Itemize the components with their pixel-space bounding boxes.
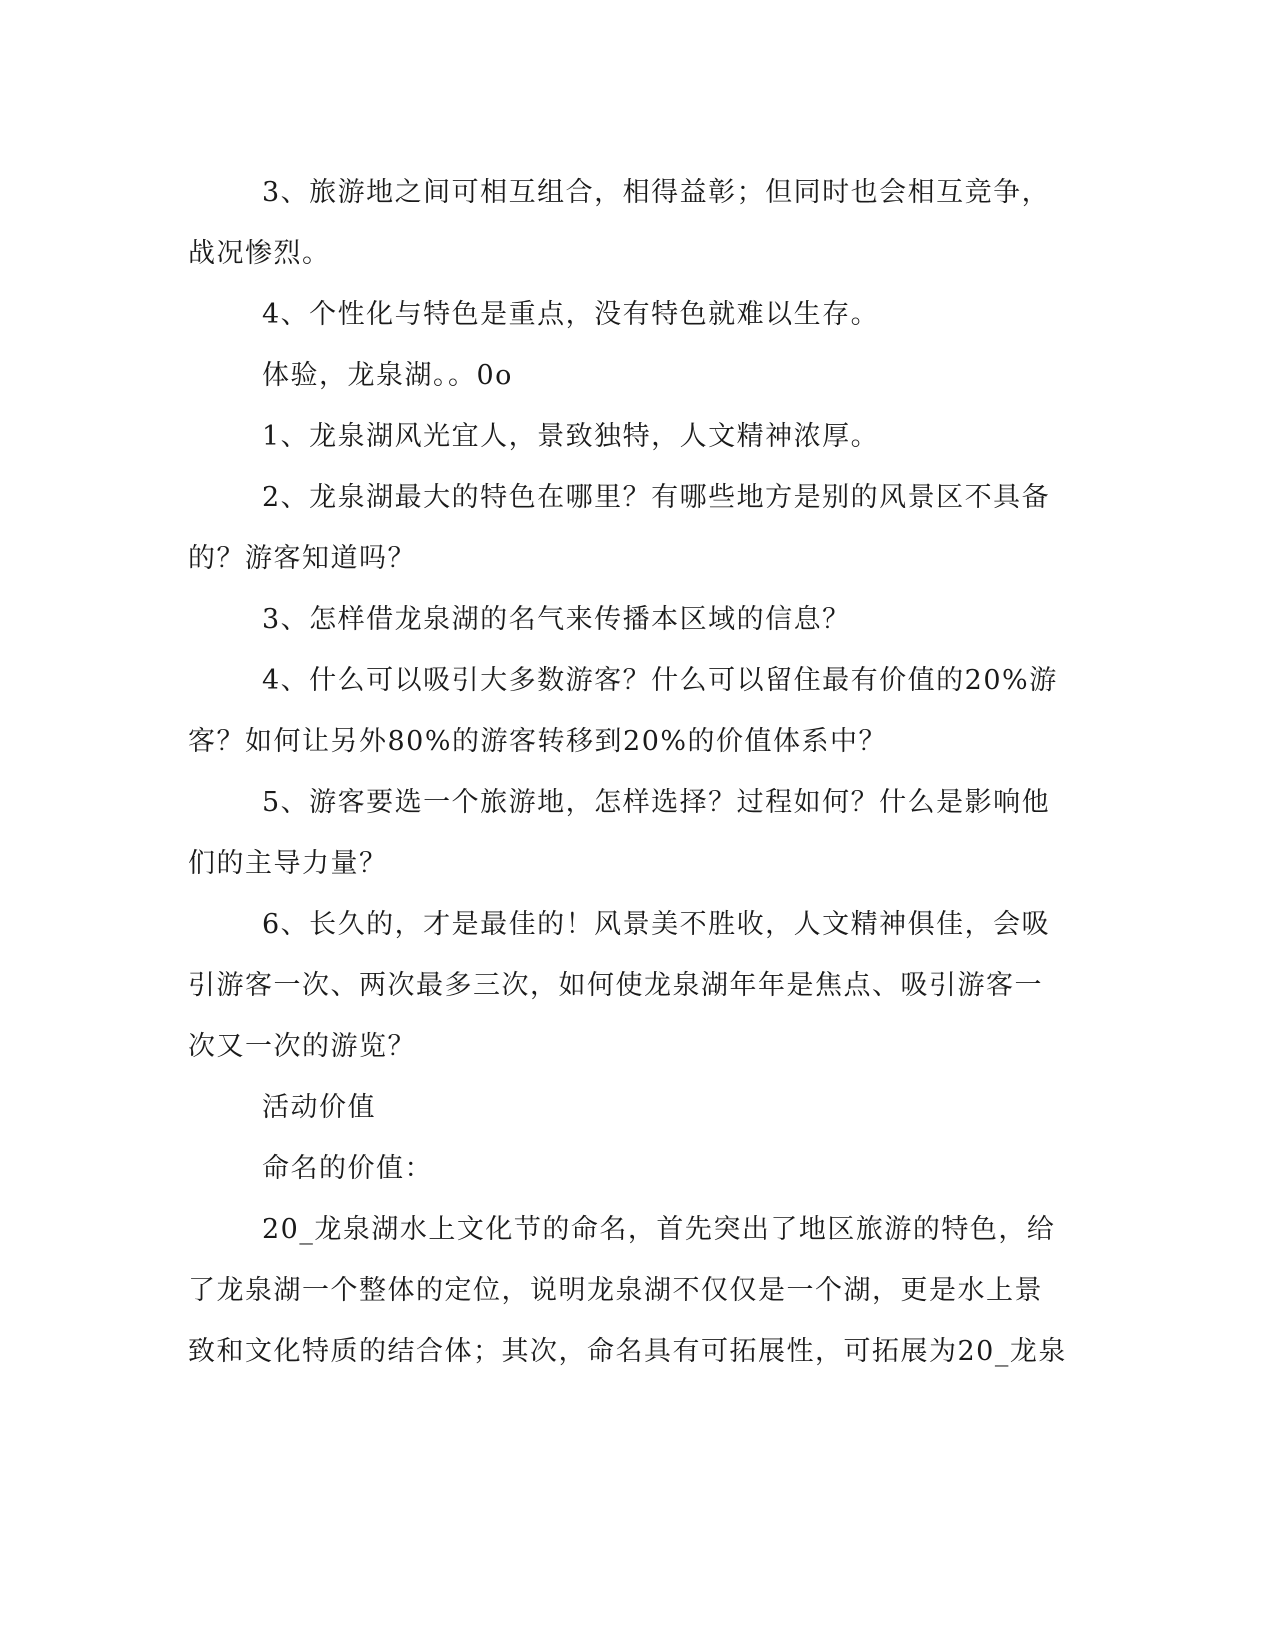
text-line: 体验，龙泉湖。。0o [262, 360, 513, 391]
text-line: 20_龙泉湖水上文化节的命名，首先突出了地区旅游的特色，给 [262, 1214, 1056, 1245]
paragraph [188, 467, 1088, 589]
text-line: 命名的价值： [262, 1153, 433, 1184]
text-line: 6、长久的，才是最佳的！风景美不胜收，人文精神俱佳，会吸 [262, 909, 1051, 940]
text-line: 4、什么可以吸引大多数游客？什么可以留住最有价值的20%游 [262, 665, 1058, 696]
text-line: 1、龙泉湖风光宜人，景致独特，人文精神浓厚。 [262, 421, 880, 452]
paragraph [188, 284, 1088, 345]
paragraph [188, 162, 1088, 284]
text-line: 3、旅游地之间可相互组合，相得益彰；但同时也会相互竞争， [262, 177, 1051, 208]
text-line: 了龙泉湖一个整体的定位，说明龙泉湖不仅仅是一个湖，更是水上景 [188, 1275, 1043, 1306]
document-body [188, 162, 1088, 1382]
text-line: 们的主导力量？ [188, 848, 388, 879]
paragraph [188, 650, 1088, 772]
text-line: 4、个性化与特色是重点，没有特色就难以生存。 [262, 299, 880, 330]
text-line: 的？游客知道吗？ [188, 543, 416, 574]
paragraph [188, 1199, 1088, 1382]
text-line: 5、游客要选一个旅游地，怎样选择？过程如何？什么是影响他 [262, 787, 1051, 818]
section-heading [188, 1077, 1088, 1138]
text-line: 致和文化特质的结合体；其次，命名具有可拓展性，可拓展为20_龙泉 [188, 1336, 1067, 1367]
text-line: 战况惨烈。 [188, 238, 331, 269]
text-line: 活动价值 [262, 1092, 376, 1123]
paragraph [188, 772, 1088, 894]
text-line: 客？如何让另外80%的游客转移到20%的价值体系中？ [188, 726, 888, 757]
paragraph [188, 406, 1088, 467]
paragraph [188, 589, 1088, 650]
paragraph [188, 894, 1088, 1077]
section-heading [188, 345, 1088, 406]
text-line: 引游客一次、两次最多三次，如何使龙泉湖年年是焦点、吸引游客一 [188, 970, 1043, 1001]
text-line: 3、怎样借龙泉湖的名气来传播本区域的信息？ [262, 604, 851, 635]
text-line: 次又一次的游览？ [188, 1031, 416, 1062]
text-line: 2、龙泉湖最大的特色在哪里？有哪些地方是别的风景区不具备 [262, 482, 1051, 513]
subsection-heading [188, 1138, 1088, 1199]
